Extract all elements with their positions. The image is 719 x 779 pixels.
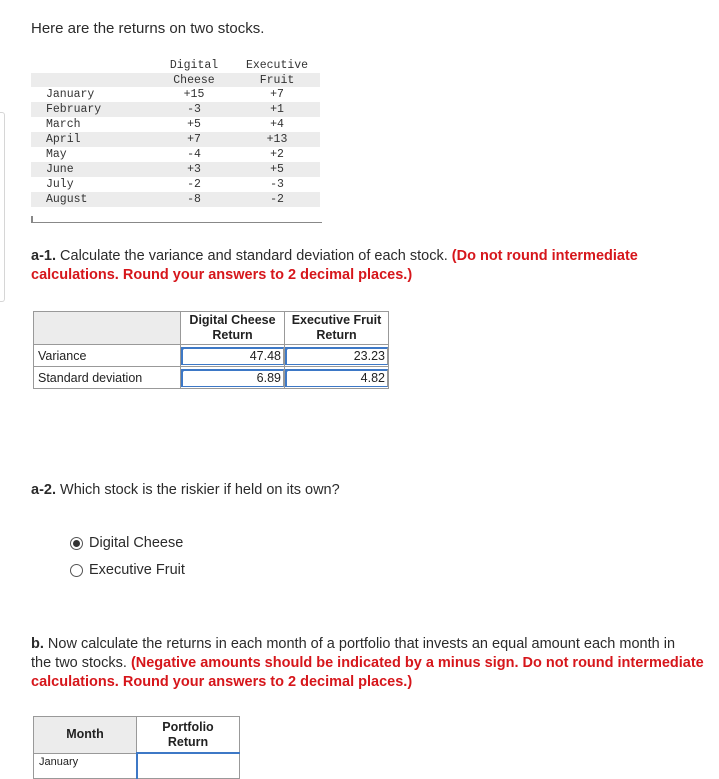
executive-fruit-cell: +5 xyxy=(270,163,284,176)
row-label-variance: Variance xyxy=(34,345,181,367)
side-panel-edge xyxy=(0,112,5,302)
executive-fruit-cell: +7 xyxy=(270,88,284,101)
variance-digital-input[interactable]: 47.48 xyxy=(181,345,285,367)
header-digital-cheese-return: Digital Cheese Return xyxy=(181,312,285,345)
table-row xyxy=(34,753,240,779)
blank-header-cell xyxy=(34,312,181,345)
returns-table-body xyxy=(31,87,320,207)
header-executive-fruit-return: Executive Fruit Return xyxy=(285,312,389,345)
table-row xyxy=(31,102,320,117)
radio-option-digital-cheese[interactable]: Digital Cheese xyxy=(70,535,183,551)
month-cell: August xyxy=(46,193,88,206)
variance-sd-table xyxy=(33,311,389,389)
month-cell: April xyxy=(46,133,81,146)
intro-text: Here are the returns on two stocks. xyxy=(31,20,265,37)
returns-table-header xyxy=(31,58,320,87)
header-month: Month xyxy=(34,717,137,754)
table-row xyxy=(31,162,320,177)
sd-digital-input[interactable]: 6.89 xyxy=(181,367,285,389)
question-a1-line1: a-1. Calculate the variance and standard deviation of each stock. (Do not round intermediate xyxy=(31,248,638,264)
table-row xyxy=(31,147,320,162)
executive-fruit-cell: -3 xyxy=(270,178,284,191)
month-cell: May xyxy=(46,148,67,161)
radio-unchecked-icon[interactable] xyxy=(70,564,83,577)
table-row xyxy=(31,132,320,147)
executive-fruit-cell: +1 xyxy=(270,103,284,116)
digital-cheese-cell: -3 xyxy=(187,103,201,116)
header-executive-fruit: Executive Fruit xyxy=(245,59,309,87)
month-cell: July xyxy=(46,178,74,191)
month-cell: February xyxy=(46,103,102,116)
radio-option-executive-fruit[interactable]: Executive Fruit xyxy=(70,562,185,578)
table-row xyxy=(34,345,389,367)
row-label-standard-deviation: Standard deviation xyxy=(34,367,181,389)
table-row xyxy=(31,192,320,207)
question-b-line1: b. Now calculate the returns in each month of a portfolio that invests an equal amount each month in xyxy=(31,636,676,652)
digital-cheese-cell: -8 xyxy=(187,193,201,206)
table-row xyxy=(34,367,389,389)
question-a1-line2: calculations. Round your answers to 2 decimal places.) xyxy=(31,267,413,283)
portfolio-returns-table xyxy=(33,716,240,779)
digital-cheese-cell: +5 xyxy=(187,118,201,131)
question-a2: a-2. Which stock is the riskier if held on its own? xyxy=(31,482,340,498)
question-b-line2: the two stocks. (Negative amounts should be indicated by a minus sign. Do not round intermediate xyxy=(31,655,704,671)
portfolio-january-input[interactable] xyxy=(137,753,240,779)
table-footer-rule xyxy=(31,216,322,223)
digital-cheese-cell: +3 xyxy=(187,163,201,176)
executive-fruit-cell: +13 xyxy=(266,133,288,146)
header-digital-cheese: Digital Cheese xyxy=(169,59,219,87)
variance-executive-input[interactable]: 23.23 xyxy=(285,345,389,367)
table-row xyxy=(31,177,320,192)
question-b-line3: calculations. Round your answers to 2 decimal places.) xyxy=(31,674,413,690)
executive-fruit-cell: -2 xyxy=(270,193,284,206)
table-row xyxy=(31,117,320,132)
month-cell: March xyxy=(46,118,81,131)
sd-executive-input[interactable]: 4.82 xyxy=(285,367,389,389)
month-cell: June xyxy=(46,163,74,176)
month-label-january: January xyxy=(34,753,137,779)
digital-cheese-cell: +7 xyxy=(187,133,201,146)
radio-checked-icon[interactable] xyxy=(70,537,83,550)
executive-fruit-cell: +4 xyxy=(270,118,284,131)
digital-cheese-cell: +15 xyxy=(183,88,205,101)
table-row xyxy=(31,87,320,102)
header-portfolio-return: Portfolio Return xyxy=(137,717,240,754)
executive-fruit-cell: +2 xyxy=(270,148,284,161)
digital-cheese-cell: -4 xyxy=(187,148,201,161)
returns-table xyxy=(31,58,320,207)
digital-cheese-cell: -2 xyxy=(187,178,201,191)
month-cell: January xyxy=(46,88,95,101)
